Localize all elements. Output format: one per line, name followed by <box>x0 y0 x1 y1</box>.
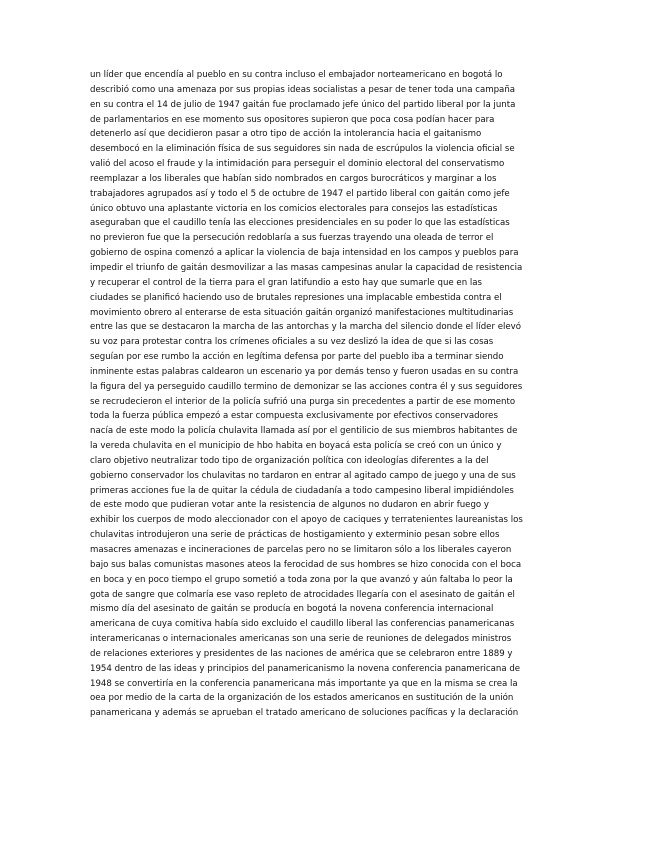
text-line: de relaciones exteriores y presidentes de las naciones de américa que se celebraron entre 1889 y <box>90 648 513 659</box>
text-line: la figura del ya perseguido caudillo termino de demonizar se las acciones contra él y sus seguidores <box>90 381 523 392</box>
text-line: se recrudecieron el interior de la policía sufrió una purga sin precedentes a partir de ese momento <box>90 396 516 407</box>
text-line: gobierno conservador los chulavitas no tardaron en entrar al agitado campo de juego y una de sus <box>90 470 516 481</box>
text-line: gota de sangre que colmaría ese vaso repleto de atrocidades llegaría con el asesinato de gaitán el <box>90 589 515 600</box>
text-line: nacía de este modo la policía chulavita llamada así por el gentilicio de sus miembros habitantes de <box>90 426 518 437</box>
text-line: claro objetivo neutralizar todo tipo de organización política con ideologías diferentes a la del <box>90 455 489 466</box>
text-line: aseguraban que el caudillo tenía las elecciones presidenciales en su poder lo que las estadísticas <box>90 218 510 229</box>
text-line: de este modo que pudieran votar ante la resistencia de algunos no dudaron en abrir fuego y <box>90 500 489 511</box>
text-line: inminente estas palabras caldearon un escenario ya por demás tenso y fueron usadas en su contra <box>90 366 519 377</box>
text-line: su voz para protestar contra los crímenes oficiales a su vez deslizó la idea de que si las cosas <box>90 337 494 348</box>
text-line: reemplazar a los liberales que habían sido nombrados en cargos burocráticos y marginar a los <box>90 173 497 184</box>
text-line: toda la fuerza pública empezó a estar compuesta exclusivamente por efectivos conservadores <box>90 411 498 422</box>
text-line: americana de cuya comitiva había sido excluido el caudillo liberal las conferencias panamericanas <box>90 619 515 630</box>
text-line: masacres amenazas e incineraciones de parcelas pero no se limitaron sólo a los liberales cayeron <box>90 545 512 555</box>
text-line: gobierno de ospina comenzó a aplicar la violencia de baja intensidad en los campos y pueblos para <box>90 248 519 259</box>
text-line: en su contra el 14 de julio de 1947 gaitán fue proclamado jefe único del partido liberal por la junta <box>90 99 516 110</box>
text-line: 1948 se convertiría en la conferencia panamericana más importante ya que en la misma se crea la <box>90 678 518 689</box>
text-line: ciudades se planificó haciendo uso de brutales represiones una implacable embestida contra el <box>90 292 502 303</box>
text-line: chulavitas introdujeron una serie de prácticas de hostigamiento y exterminio pesan sobre ellos <box>90 530 500 541</box>
text-line: y recuperar el control de la tierra para el gran latifundio a esto hay que sumarle que en las <box>90 277 483 288</box>
text-line: desembocó en la eliminación física de sus seguidores sin nada de escrúpulos la violencia oficial se <box>90 144 515 155</box>
text-line: valió del acoso el fraude y la intimidación para perseguir el dominio electoral del conservatismo <box>90 159 505 170</box>
text-line: panamericana y además se aprueban el tratado americano de soluciones pacíficas y la declaración <box>90 708 519 719</box>
text-line: movimiento obrero al enterarse de esta situación gaitán organizó manifestaciones multitudinarias <box>90 307 514 318</box>
text-line: oea por medio de la carta de la organización de los estados americanos en sustitución de la unión <box>90 693 514 704</box>
text-line: la vereda chulavita en el municipio de hbo habita en boyacá esta policía se creó con un único y <box>90 441 502 452</box>
text-line: seguían por ese rumbo la acción en legítima defensa por parte del pueblo iba a terminar siendo <box>90 352 504 363</box>
text-line: un líder que encendía al pueblo en su contra incluso el embajador norteamericano en bogotá lo <box>90 70 503 80</box>
text-line: mismo día del asesinato de gaitán se producía en bogotá la novena conferencia internacional <box>90 604 494 615</box>
text-line: bajo sus balas comunistas masones ateos la ferocidad de sus hombres se hizo conocida con el boca <box>90 559 522 570</box>
body-text <box>90 68 562 721</box>
text-line: detenerlo así que decidieron pasar a otro tipo de acción la intolerancia hacia el gaitanismo <box>90 129 482 140</box>
text-line: interamericanas o internacionales americanas son una serie de reuniones de delegados ministros <box>90 634 512 645</box>
text-line: impedir el triunfo de gaitán desmovilizar a las masas campesinas anular la capacidad de resistencia <box>90 262 523 273</box>
text-line: entre las que se destacaron la marcha de las antorchas y la marcha del silencio donde el líder elevó <box>90 322 522 333</box>
text-line: en boca y en poco tiempo el grupo sometió a toda zona por la que avanzó y aún faltaba lo peor la <box>90 574 513 585</box>
text-line: primeras acciones fue la de quitar la cédula de ciudadanía a todo campesino liberal impidiéndoles <box>90 485 514 496</box>
text-line: 1954 dentro de las ideas y principios del panamericanismo la novena conferencia panamericana de <box>90 663 521 674</box>
text-line: no previeron fue que la persecución redoblaría a sus fuerzas trayendo una oleada de terror el <box>90 233 494 244</box>
text-line: de parlamentarios en ese momento sus opositores supieron que poca cosa podían hacer para <box>90 114 495 125</box>
text-line: describió como una amenaza por sus propias ideas socialistas a pesar de tener toda una campaña <box>90 84 516 95</box>
text-line: exhibir los cuerpos de modo aleccionador con el apoyo de caciques y terratenientes laureanistas los <box>90 515 523 526</box>
text-line: trabajadores agrupados así y todo el 5 de octubre de 1947 el partido liberal con gaitán como jefe <box>90 188 510 199</box>
text-line: único obtuvo una aplastante victoria en los comicios electorales para consejos las estadísticas <box>90 203 498 214</box>
